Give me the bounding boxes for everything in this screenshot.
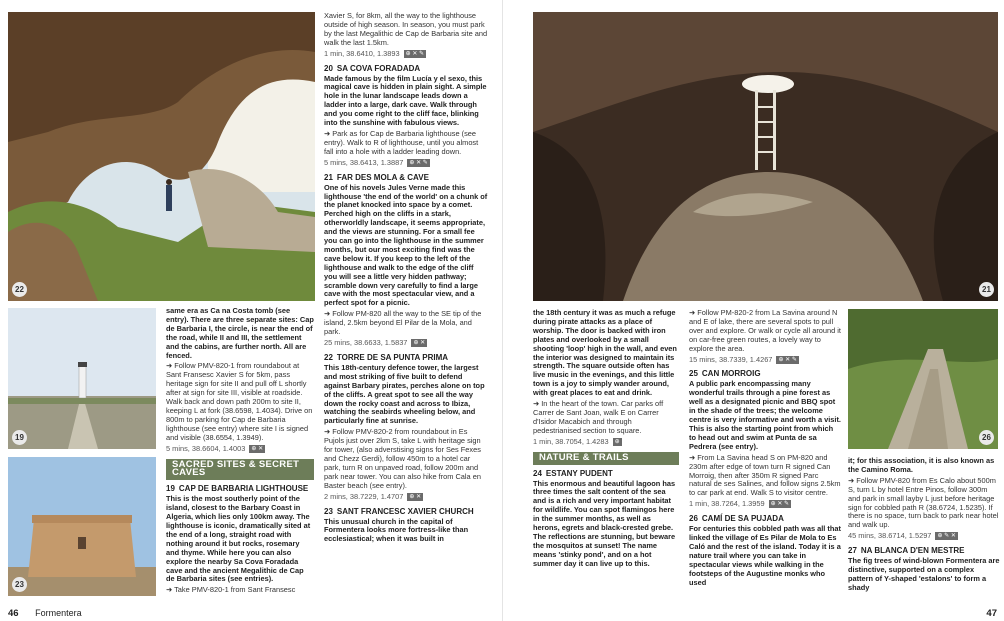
- section-header-nature-trails: NATURE & TRAILS: [533, 452, 679, 465]
- entry-number: 27: [848, 546, 857, 556]
- left-column-1: [166, 307, 314, 597]
- meta-text: 25 mins, 38.6633, 1.5837: [324, 338, 408, 347]
- right-page: [502, 0, 1004, 621]
- entry-22-text: This 18th-century defence tower, the largest and most striking of five built to defend against Barbary pirates, perches alone on top of the cliffs. A great spot to see all the way down the rocky coast and across to Ibiza, watching the seabirds wheeling below, and particularly fine at sunrise.: [324, 362, 485, 426]
- entry-number: 26: [689, 514, 698, 524]
- lighthouse-road-photo: [8, 308, 156, 449]
- facility-icons: ⊕ ✕ ✎: [778, 356, 797, 363]
- entry-24-text: This enormous and beautiful lagoon has three times the salt content of the sea and is a rich and very important habitat for wildlife. You can spot flamingos here in the summer months, as well as herons, egrets and black-crested grebe. The reflections are stunning, but beware the mosquitos at sunset! The name means 'stinky pond', and on a hot summer day it can live up to this.: [533, 478, 676, 568]
- entry-number: 20: [324, 63, 333, 73]
- entry-20-text: Made famous by the film Lucía y el sexo, this magical cave is hidden in plain sight. A simple hole in the lunar landscape leads down a ladder into a large, dark cave. Walk through and you come right to the cliff face, blinking into the sunshine with fabulous views.: [324, 73, 487, 128]
- left-column-2: [324, 12, 488, 546]
- entry-25-heading: [689, 369, 841, 378]
- entry-23-continued: the 18th century it was as much a refuge during pirate attacks as a place of worship. The door is backed with iron plates and overlooked by a small shooting 'loop' high in the wall, and even the interior was designed to maintain its strength. The square outside often has live music in the evenings, and this little town is a joy to simply wander around, with great places to eat and drink.: [533, 308, 677, 398]
- entry-number: 21: [324, 172, 333, 182]
- entry-number: 25: [689, 369, 698, 379]
- entry-20-directions: ➜ Park as for Cap de Barbaria lighthouse (see entry). Walk to R of lighthouse, until you almost fall into a hole with a ladder leading down.: [324, 128, 479, 156]
- entry-23-heading: [324, 507, 488, 516]
- cave-interior-photo: [533, 12, 998, 301]
- entry-19-continued: Xavier S, for 8km, all the way to the lighthouse outside of high season. In season, you must park by the last Megalithic de Cap de Barbaria site and walk the last 1.5km.: [324, 11, 488, 47]
- entry-23-text: This unusual church in the capital of Formentera looks more fortress-like than ecclesiastical; when it was built in: [324, 516, 469, 544]
- entry-26-directions: ➜ Follow PMV-820 from Es Calo about 500m S, turn L by hotel Entre Pinos, follow 300m and park in small layby L just before heritage sign for cobbled path R (38.6724, 1.5235). If there is no space, turn back to park near hotel and walk up.: [848, 475, 999, 530]
- entry-26-continued: it; for this association, it is also known as the Camino Roma.: [848, 456, 995, 474]
- entry-24-heading: [533, 469, 679, 478]
- photo-number-badge: 23: [12, 577, 27, 592]
- page-number: 47: [986, 608, 997, 619]
- stone-tower-photo: [8, 457, 156, 596]
- meta-text: 2 mins, 38.7229, 1.4707: [324, 491, 404, 501]
- entry-22-heading: [324, 353, 488, 362]
- entry-number: 23: [324, 506, 333, 516]
- entry-title: TORRE DE SA PUNTA PRIMA: [336, 352, 449, 362]
- right-column-3: [848, 457, 1000, 595]
- meta-text: 1 min, 38.7054, 1.4283: [533, 436, 609, 446]
- entry-25-meta: [689, 500, 841, 509]
- right-footer: [986, 608, 997, 619]
- entry-25-text: A public park encompassing many wonderful trails through a pine forest as well as a designated picnic and BBQ spot in the shade of the trees; the welcome centre is very informative and worth a visit. This is also the starting point from which to head out and swim at Punta de sa Pedrera (see entry).: [689, 379, 841, 451]
- running-title: Formentera: [35, 608, 82, 618]
- photo-number-badge: 21: [979, 282, 994, 297]
- entry-23-meta: [533, 438, 679, 447]
- photo-number-badge: 26: [979, 430, 994, 445]
- entry-title: ESTANY PUDENT: [545, 468, 613, 478]
- entry-26-meta: [848, 532, 1000, 541]
- entry-21-directions: ➜ Follow PM-820 all the way to the SE tip of the island, 2.5km beyond El Pilar de la Mola, and park.: [324, 309, 482, 337]
- entry-23-directions: ➜ In the heart of the town. Car parks off Carrer de Sant Joan, walk E on Carrer d'Isidor Macabich and through pedestrianised section to square.: [533, 399, 664, 435]
- entry-19-text: This is the most southerly point of the island, closest to the Barbary Coast in Algeria, which lies only 100km away. The lighthouse is iconic, dramatically sited at the end of a long, straight road with nothing around it but rocks, rosemary and thyme. While here you can also explore the nearby Sa Cova Foradada cave and the ancient Megalithic de Cap de Barbaria sites (see entries).: [166, 494, 311, 584]
- facility-icons: ⊕ ✕: [251, 445, 264, 452]
- facility-icons: ⊕ ✕: [413, 340, 426, 347]
- entry-title: FAR DES MOLA & CAVE: [336, 172, 429, 182]
- entry-number: 19: [166, 484, 175, 494]
- entry-number: 22: [324, 352, 333, 362]
- left-footer: [8, 608, 82, 619]
- entry-26-heading: [689, 514, 841, 523]
- photo-number-badge: 19: [12, 430, 27, 445]
- cave-arch-photo: [8, 12, 315, 301]
- entry-21-meta: [324, 339, 488, 348]
- entry-title: CAN MORROIG: [701, 369, 761, 379]
- meta-text: 5 mins, 38.6604, 1.4003: [166, 443, 246, 453]
- entry-24-directions: ➜ Follow PM-820-2 from La Savina around N and E of lake, there are several spots to pull over and explore. Or walk or cycle all around it on car-free green routes, a lovely way to explore the area.: [689, 308, 841, 353]
- entry-21-heading: [324, 173, 488, 182]
- megalithic-meta: [166, 445, 314, 454]
- meta-text: 5 mins, 38.6413, 1.3887: [324, 157, 404, 167]
- facility-icons: ⊕ ✕ ✎: [770, 501, 790, 508]
- cobbled-path-photo: [848, 309, 998, 449]
- entry-title: SA COVA FORADADA: [336, 63, 421, 73]
- entry-20-meta: [324, 159, 488, 168]
- facility-icons: ⊕ ✎ ✕: [937, 533, 956, 540]
- entry-title: SANT FRANCESC XAVIER CHURCH: [336, 506, 474, 516]
- entry-19-meta: [324, 50, 488, 59]
- entry-22-meta: [324, 493, 488, 502]
- photo-number-badge: 22: [12, 282, 27, 297]
- entry-19-directions: ➜ Take PMV-820-1 from Sant Fransesc: [166, 585, 296, 595]
- facility-icons: ⊕ ✕: [409, 493, 422, 500]
- facility-icons: ⊕: [614, 438, 620, 445]
- entry-22-directions: ➜ Follow PMV-820-2 from roundabout in Es Pujols just over 2km S, take L with heritage sign for tower, (also adverstising signs for Ses Fexes and Chezz Gerdi), follow 450m to a hotel car park, turn R on unpaved road, follow 200m and park near tower. You can also hike from Cala en Baster beach (see entry).: [324, 427, 481, 490]
- meta-text: 15 mins, 38.7339, 1.4267: [689, 354, 773, 364]
- entry-title: CAP DE BARBARIA LIGHTHOUSE: [178, 484, 309, 494]
- entry-21-text: One of his novels Jules Verne made this lighthouse 'the end of the world' on a chunk of the planet knocked into space by a comet. Perched high on the cliffs in a stark, otherworldly landscape, it seems appropriate, and the views are stunning. For a small fee you can go into the lighthouse in the summer months, but our most exciting find was the cave below it. If you keep to the left of the lighthouse and walk to the edge of the cliff you will see a little very hidden pathway; scramble down very carefully to find a large cave with the most spectacular view, and a perfect spot for a picnic.: [324, 182, 488, 308]
- right-column-1: [533, 309, 679, 571]
- entry-27-heading: [848, 546, 1000, 555]
- meta-text: 1 min, 38.7264, 1.3959: [689, 499, 765, 509]
- entry-title: NA BLANCA D'EN MESTRE: [860, 546, 965, 556]
- meta-text: 1 min, 38.6410, 1.3893: [324, 48, 400, 58]
- megalithic-intro-text: same era as Ca na Costa tomb (see entry). There are three separate sites: Cap de Barbaria I, the circle, is near the end of the road, while II and III, the settlement and the cabins, are further north. All are fenced.: [166, 306, 314, 360]
- entry-20-heading: [324, 64, 488, 73]
- right-column-2: [689, 309, 841, 589]
- entry-26-text: For centuries this cobbled path was all that linked the village of Es Pilar de Mola to Es Caló and the rest of the island. Today it is a nature trail where you can take in spectacular views while walking in the footsteps of the Augustine monks who used: [689, 524, 841, 587]
- entry-27-text: The fig trees of wind-blown Formentera are distinctive, supported on a complex pattern of Y-shaped 'estalons' to form a shady: [848, 556, 1000, 592]
- entry-title: CAMÍ DE SA PUJADA: [701, 514, 784, 524]
- section-header-sacred-sites: SACRED SITES & SECRET CAVES: [166, 459, 314, 481]
- facility-icons: ⊕ ✕ ✎: [409, 159, 428, 166]
- entry-number: 24: [533, 468, 542, 478]
- facility-icons: ⊕ ✕ ✎: [405, 50, 425, 57]
- entry-24-meta: [689, 356, 841, 365]
- entry-19-heading: [166, 484, 314, 493]
- entry-25-directions: ➜ From La Savina head S on PM-820 and 230m after edge of town turn R signed Can Morroig, then after 350m R signed Parc natural de ses Salines, and follow signs 2.5km to car park at end. Walk S to visitor centre.: [689, 452, 841, 498]
- page-number: 46: [8, 608, 19, 619]
- meta-text: 45 mins, 38.6714, 1.5297: [848, 531, 932, 541]
- megalithic-directions: ➜ Follow PMV-820-1 from roundabout at Sant Fransesc Xavier S for 5km, pass heritage sign for site II and pull off L shortly after at sign for site III, visible at roadside. Walk back and down path 200m to site II, keeping L at fork (38.6598, 1.4034). Drive on 800m to parking for Cap de Barbaria lighthouse (see entry) where site I is signed and visible (38.6554, 1.3949).: [166, 361, 313, 442]
